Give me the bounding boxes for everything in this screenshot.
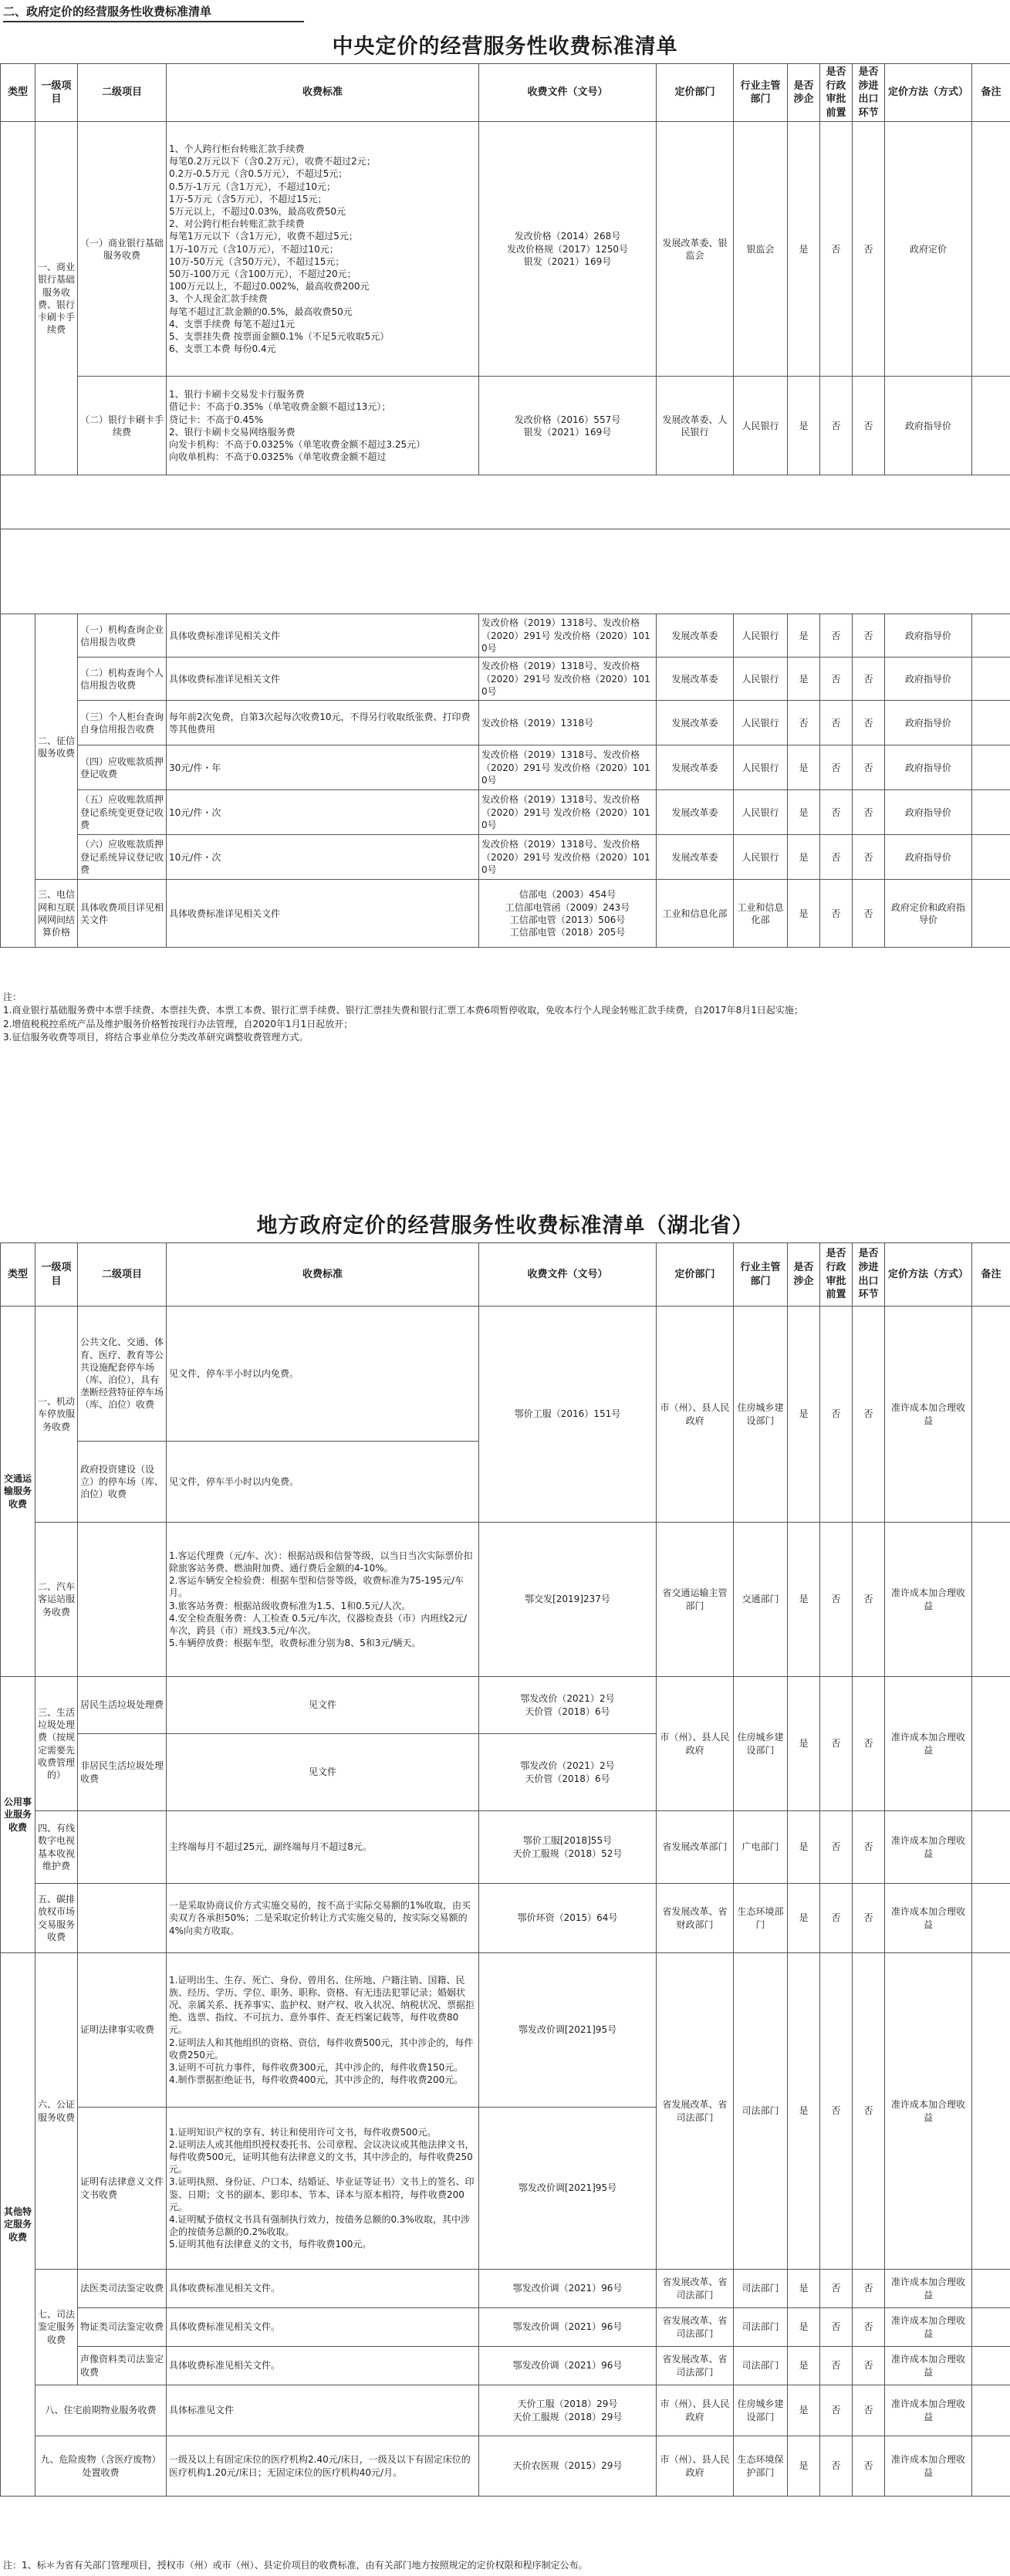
remark-cell: [972, 2347, 1010, 2385]
table-row: [1, 1677, 1010, 1734]
dept-cell: 市（州）、县人民政府: [657, 2436, 734, 2497]
central-table: [0, 63, 1010, 948]
doc-cell: 鄂价工服[2018]55号 天价工服规（2018）52号: [479, 1811, 657, 1884]
industry-cell: 人民银行: [734, 835, 788, 880]
enterprise-cell: 是: [788, 2347, 820, 2385]
type-cell: 其他特定服务收费: [1, 1953, 35, 2497]
level2-cell: 证明有法律意义文件文书收费: [78, 2108, 167, 2270]
level1-cell: 三、电信网和互联网网间结算价格: [35, 880, 78, 948]
standard-cell: 10元/件・次: [167, 835, 479, 880]
remark-cell: [972, 2270, 1010, 2308]
enterprise-cell: 是: [788, 614, 820, 658]
table-row: [1, 701, 1010, 745]
import-cell: 否: [853, 790, 885, 835]
import-cell: 否: [853, 745, 885, 790]
header-industry: 行业主管部门: [734, 1243, 788, 1307]
approval-cell: 否: [820, 2347, 853, 2385]
import-cell: 否: [853, 1884, 885, 1953]
industry-cell: 住房城乡建设部门: [734, 2385, 788, 2436]
table-row: [1, 2347, 1010, 2385]
header-standard: 收费标准: [167, 64, 479, 122]
approval-cell: 否: [820, 701, 853, 745]
industry-cell: 生态环境部门: [734, 1884, 788, 1953]
enterprise-cell: 是: [788, 1523, 820, 1677]
level1-cell: 六、公证服务收费: [35, 1953, 78, 2270]
dept-cell: 市（州）、县人民政府: [657, 1307, 734, 1523]
standard-cell: 见文件: [167, 1734, 479, 1811]
import-cell: 否: [853, 2308, 885, 2347]
dept-cell: 市（州）、县人民政府: [657, 1677, 734, 1811]
import-cell: 否: [853, 614, 885, 658]
header-type: 类型: [1, 64, 35, 122]
method-cell: 准许成本加合理收益: [885, 2270, 972, 2308]
table-row: [1, 790, 1010, 835]
doc-cell: 鄂发改价（2021）2号 天价管（2018）6号: [479, 1734, 657, 1811]
dept-cell: 工业和信息化部: [657, 880, 734, 948]
approval-cell: 否: [820, 2308, 853, 2347]
enterprise-cell: 是: [788, 1677, 820, 1811]
dept-cell: 发展改革委: [657, 614, 734, 658]
dept-cell: 发展改革委、银监会: [657, 122, 734, 377]
remark-cell: [972, 2385, 1010, 2436]
dept-cell: 发展改革委: [657, 701, 734, 745]
table-row: [1, 122, 1010, 377]
section-heading: 二、政府定价的经营服务性收费标准清单: [3, 3, 304, 22]
doc-cell: 鄂发改价调[2021]95号: [479, 2108, 657, 2270]
industry-cell: 住房城乡建设部门: [734, 1307, 788, 1523]
method-cell: 政府指导价: [885, 835, 972, 880]
standard-cell: 见文件: [167, 1677, 479, 1734]
standard-cell: 一级及以上有固定床位的医疗机构2.40元/床日，一级及以下有固定床位的医疗机构1.20元/床日；无固定床位的医疗机构40元/月。: [167, 2436, 479, 2497]
level2-cell: 法医类司法鉴定收费: [78, 2270, 167, 2308]
dept-cell: 发展改革委: [657, 835, 734, 880]
level1-cell: 四、有线数字电视基本收视维护费: [35, 1811, 78, 1884]
industry-cell: 广电部门: [734, 1811, 788, 1884]
doc-cell: 发改价格（2019）1318号、发改价格（2020）291号 发改价格（2020）1010号: [479, 790, 657, 835]
header-approval: 是否行政审批前置: [820, 64, 853, 122]
level2-cell: 证明法律事实收费: [78, 1953, 167, 2108]
dept-cell: 发展改革委: [657, 658, 734, 701]
remark-cell: [972, 2308, 1010, 2347]
standard-cell: 一是采取协商议价方式实施交易的，按不高于实际交易额的1%收取，由买卖双方各承担50%；二是采取定价转让方式实施交易的，按实际交易额的4%向卖方收取。: [167, 1884, 479, 1953]
level2-cell: 声像资料类司法鉴定收费: [78, 2347, 167, 2385]
level1-cell: 七、司法鉴定服务收费: [35, 2270, 78, 2385]
remark-cell: [972, 122, 1010, 377]
header-doc: 收费文件（文号）: [479, 1243, 657, 1307]
level2-cell: [78, 1811, 167, 1884]
level1-cell: 一、机动车停放服务收费: [35, 1307, 78, 1523]
method-cell: 准许成本加合理收益: [885, 2385, 972, 2436]
enterprise-cell: 是: [788, 377, 820, 475]
level1-cell: 一、商业银行基础服务收费、银行卡刷卡手续费: [35, 122, 78, 475]
doc-cell: 天价农医规（2015）29号: [479, 2436, 657, 2497]
industry-cell: 银监会: [734, 122, 788, 377]
note-line: 注：: [3, 992, 22, 1002]
table-row: [1, 377, 1010, 475]
doc-cell: 信部电（2003）454号 工信部电管函（2009）243号 工信部电管（2013）506号 工信部电管（2018）205号: [479, 880, 657, 948]
import-cell: 否: [853, 880, 885, 948]
enterprise-cell: 否: [788, 701, 820, 745]
remark-cell: [972, 1523, 1010, 1677]
approval-cell: 否: [820, 1811, 853, 1884]
header-import: 是否涉进出口环节: [853, 64, 885, 122]
note-line: 1.商业银行基础服务费中本票手续费、本票挂失费、本票工本费、银行汇票手续费、银行汇票挂失费和银行汇票工本费6项暂停收取，免收本行个人现金转账汇款手续费，自2017年8月1日起实施；: [3, 1005, 803, 1016]
method-cell: 政府指导价: [885, 790, 972, 835]
level2-cell: （二）银行卡刷卡手续费: [78, 377, 167, 475]
industry-cell: 人民银行: [734, 377, 788, 475]
approval-cell: 否: [820, 1307, 853, 1523]
enterprise-cell: 是: [788, 1884, 820, 1953]
industry-cell: 人民银行: [734, 745, 788, 790]
doc-cell: 发改价格（2019）1318号、发改价格（2020）291号 发改价格（2020）1010号: [479, 614, 657, 658]
table-row: [1, 1811, 1010, 1884]
local-header-row: [1, 1243, 1010, 1307]
enterprise-cell: 是: [788, 790, 820, 835]
dept-cell: 发展改革委: [657, 745, 734, 790]
doc-cell: 发改价格（2014）268号 发改价格规（2017）1250号 银发（2021）169号: [479, 122, 657, 377]
standard-cell: 30元/件・年: [167, 745, 479, 790]
doc-cell: 发改价格（2019）1318号、发改价格（2020）291号 发改价格（2020）1010号: [479, 745, 657, 790]
header-standard: 收费标准: [167, 1243, 479, 1307]
standard-cell: 具体收费标准见相关文件。: [167, 2308, 479, 2347]
remark-cell: [972, 745, 1010, 790]
import-cell: 否: [853, 377, 885, 475]
header-dept: 定价部门: [657, 1243, 734, 1307]
dept-cell: 市（州）、县人民政府: [657, 2385, 734, 2436]
level2-cell: （四）应收账款质押登记收费: [78, 745, 167, 790]
method-cell: 准许成本加合理收益: [885, 2308, 972, 2347]
standard-cell: 1、银行卡刷卡交易发卡行服务费 借记卡：不高于0.35%（单笔收费金额不超过13元）； 贷记卡：不高于0.45% 2、银行卡刷卡交易网络服务费 向发卡机构：不高于0.0325%（单笔收费金额不超过3.25元） 向收单机构：不高于0.0325%（单笔收费金额不超过: [167, 377, 479, 475]
method-cell: 准许成本加合理收益: [885, 1307, 972, 1523]
enterprise-cell: 是: [788, 122, 820, 377]
standard-cell: 10元/件・次: [167, 790, 479, 835]
method-cell: 政府指导价: [885, 377, 972, 475]
level2-cell: （五）应收账款质押登记系统变更登记收费: [78, 790, 167, 835]
approval-cell: 否: [820, 2436, 853, 2497]
approval-cell: 否: [820, 880, 853, 948]
doc-cell: 鄂发改价调（2021）96号: [479, 2270, 657, 2308]
approval-cell: 否: [820, 658, 853, 701]
remark-cell: [972, 1953, 1010, 2270]
remark-cell: [972, 658, 1010, 701]
doc-cell: 天价工服（2018）29号 天价工服规（2018）29号: [479, 2385, 657, 2436]
remark-cell: [972, 2436, 1010, 2497]
level2-cell: 政府投资建设（设立）的停车场（库、泊位）收费: [78, 1442, 167, 1523]
dept-cell: 省发展改革、省司法部门: [657, 2270, 734, 2308]
dept-cell: 省发展改革、省司法部门: [657, 1953, 734, 2270]
level2-cell: 居民生活垃圾处理费: [78, 1677, 167, 1734]
note-line: 2.增值税税控系统产品及维护服务价格暂按现行办法管理，自2020年1月1日起放开；: [3, 1018, 353, 1029]
industry-cell: 住房城乡建设部门: [734, 1677, 788, 1811]
doc-cell: 鄂发改价（2021）2号 天价管（2018）6号: [479, 1677, 657, 1734]
import-cell: 否: [853, 1523, 885, 1677]
table-row: [1, 1307, 1010, 1442]
doc-cell: 鄂发改价调（2021）96号: [479, 2347, 657, 2385]
remark-cell: [972, 701, 1010, 745]
approval-cell: 否: [820, 1953, 853, 2270]
standard-cell: 具体收费标准见相关文件。: [167, 2347, 479, 2385]
import-cell: 否: [853, 2270, 885, 2308]
industry-cell: 司法部门: [734, 2347, 788, 2385]
level2-cell: 非居民生活垃圾处理收费: [78, 1734, 167, 1811]
enterprise-cell: 是: [788, 835, 820, 880]
table-row: [1, 2308, 1010, 2347]
method-cell: 准许成本加合理收益: [885, 1523, 972, 1677]
standard-cell: 具体标准见文件: [167, 2385, 479, 2436]
header-remark: 备注: [972, 1243, 1010, 1307]
table-row: [1, 658, 1010, 701]
dept-cell: 省发展改革部门: [657, 1811, 734, 1884]
import-cell: 否: [853, 835, 885, 880]
table-row: [1, 1884, 1010, 1953]
level2-cell: （六）应收账款质押登记系统异议登记收费: [78, 835, 167, 880]
local-table: [0, 1242, 1010, 2497]
header-level2: 二级项目: [78, 64, 167, 122]
standard-cell: 1.证明出生、生存、死亡、身份、曾用名、住所地、户籍注销、国籍、民族、经历、学历、学位、职务、职称、资格、有无违法犯罪记录；婚姻状况、亲属关系、抚养事实、监护权、财产权、收入状况、纳税状况、票据拒绝、选票、指纹、不可抗力、意外事件、查无档案记载等，每件收费80元。 2.证明法人和其他组织的资格、资信，每件收费500元，其中涉企的，每件收费250元。 3.证明不可抗力事件，每件收费300元，其中涉企的，每件收费150元。 4.制作票据拒绝证书，每件收费400元，其中涉企的，每件收费200元。: [167, 1953, 479, 2108]
doc-cell: 鄂交发[2019]237号: [479, 1523, 657, 1677]
method-cell: 政府定价: [885, 122, 972, 377]
import-cell: 否: [853, 1307, 885, 1523]
method-cell: 政府指导价: [885, 701, 972, 745]
doc-cell: 鄂发改价调[2021]95号: [479, 1953, 657, 2108]
import-cell: 否: [853, 2385, 885, 2436]
import-cell: 否: [853, 1953, 885, 2270]
industry-cell: 生态环境保护部门: [734, 2436, 788, 2497]
header-enterprise: 是否涉企: [788, 64, 820, 122]
standard-cell: 每年前2次免费，自第3次起每次收费10元，不得另行收取纸张费、打印费等其他费用: [167, 701, 479, 745]
approval-cell: 否: [820, 1523, 853, 1677]
header-method: 定价方法（方式）: [885, 64, 972, 122]
standard-cell: 具体收费标准见相关文件。: [167, 2270, 479, 2308]
type-cell: [1, 614, 35, 948]
enterprise-cell: 是: [788, 2436, 820, 2497]
method-cell: 政府指导价: [885, 614, 972, 658]
method-cell: 政府指导价: [885, 745, 972, 790]
level1-cell: 二、征信服务收费: [35, 614, 78, 880]
remark-cell: [972, 790, 1010, 835]
import-cell: 否: [853, 658, 885, 701]
doc-cell: 发改价格（2019）1318号、发改价格（2020）291号 发改价格（2020）1010号: [479, 658, 657, 701]
standard-cell: 见文件，停车半小时以内免费。: [167, 1307, 479, 1442]
level1-cell: 九、危险废物（含医疗废物）处置收费: [35, 2436, 167, 2497]
header-approval: 是否行政审批前置: [820, 1243, 853, 1307]
standard-cell: 具体收费标准详见相关文件: [167, 614, 479, 658]
enterprise-cell: 是: [788, 2308, 820, 2347]
method-cell: 政府指导价: [885, 658, 972, 701]
table-row: [1, 880, 1010, 948]
doc-cell: 发改价格（2019）1318号、发改价格（2020）291号 发改价格（2020）1010号: [479, 835, 657, 880]
level1-cell: 八、住宅前期物业服务收费: [35, 2385, 167, 2436]
approval-cell: 否: [820, 835, 853, 880]
dept-cell: 省交通运输主管部门: [657, 1523, 734, 1677]
standard-cell: 主终端每月不超过25元，副终端每月不超过8元。: [167, 1811, 479, 1884]
method-cell: 准许成本加合理收益: [885, 1953, 972, 2270]
remark-cell: [972, 377, 1010, 475]
method-cell: 准许成本加合理收益: [885, 2347, 972, 2385]
enterprise-cell: 是: [788, 1307, 820, 1523]
dept-cell: 发展改革委、人民银行: [657, 377, 734, 475]
standard-cell: 具体收费标准详见相关文件: [167, 880, 479, 948]
import-cell: 否: [853, 2347, 885, 2385]
remark-cell: [972, 1677, 1010, 1811]
level2-cell: 具体收费项目详见相关文件: [78, 880, 167, 948]
approval-cell: 否: [820, 122, 853, 377]
header-type: 类型: [1, 1243, 35, 1307]
industry-cell: 司法部门: [734, 1953, 788, 2270]
header-level1: 一级项目: [35, 64, 78, 122]
method-cell: 准许成本加合理收益: [885, 2436, 972, 2497]
level2-cell: （二）机构查询个人信用报告收费: [78, 658, 167, 701]
standard-cell: 1、个人跨行柜台转账汇款手续费 每笔0.2万元以下（含0.2万元），收费不超过2元； 0.2万-0.5万元（含0.5万元），不超过5元； 0.5万-1万元（含1万元），不超过10元； 1万-5万元（含5万元），不超过15元； 5万元以上，不超过0.03%，最高收费50元 2、对公跨行柜台转账汇款手续费 每笔1万元以下（含1万元），收费不超过5元； 1万-10万元（含10万元），不超过10元； 10万-50万元（含50万元），不超过15元； 50万-100万元（含100万元），不超过20元； 100万元以上，不超过0.002%，最高收费200元 3、个人现金汇款手续费 每笔不超过汇款金额的0.5%，最高收费50元 4、支票手续费 每笔不超过1元 5、支票挂失费 按票面金额0.1%（不足5元收取5元） 6、支票工本费 每份0.4元: [167, 122, 479, 377]
doc-cell: 发改价格（2016）557号 银发（2021）169号: [479, 377, 657, 475]
doc-cell: 发改价格（2019）1318号: [479, 701, 657, 745]
type-cell: [1, 122, 35, 475]
table-row: [1, 614, 1010, 658]
standard-cell: 见文件，停车半小时以内免费。: [167, 1442, 479, 1523]
level2-cell: [78, 1884, 167, 1953]
industry-cell: 人民银行: [734, 790, 788, 835]
remark-cell: [972, 835, 1010, 880]
import-cell: 否: [853, 701, 885, 745]
standard-cell: 具体收费标准详见相关文件: [167, 658, 479, 701]
enterprise-cell: 是: [788, 658, 820, 701]
header-level1: 一级项目: [35, 1243, 78, 1307]
approval-cell: 否: [820, 2385, 853, 2436]
dept-cell: 发展改革委: [657, 790, 734, 835]
enterprise-cell: 是: [788, 880, 820, 948]
table-row: [1, 745, 1010, 790]
enterprise-cell: 是: [788, 2270, 820, 2308]
remark-cell: [972, 1884, 1010, 1953]
approval-cell: 否: [820, 1884, 853, 1953]
spacer-row: [1, 529, 1010, 614]
doc-cell: 鄂发改价调（2021）96号: [479, 2308, 657, 2347]
table-row: [1, 2436, 1010, 2497]
approval-cell: 否: [820, 377, 853, 475]
table-row: [1, 1523, 1010, 1677]
dept-cell: 省发展改革、省财政部门: [657, 1884, 734, 1953]
level1-cell: 五、碳排放权市场交易服务收费: [35, 1884, 78, 1953]
level2-cell: （一）机构查询企业信用报告收费: [78, 614, 167, 658]
remark-cell: [972, 614, 1010, 658]
spacer-row: [1, 475, 1010, 529]
table-row: [1, 835, 1010, 880]
level1-cell: 二、汽车客运站服务收费: [35, 1523, 78, 1677]
import-cell: 否: [853, 2436, 885, 2497]
approval-cell: 否: [820, 2270, 853, 2308]
central-title: 中央定价的经营服务性收费标准清单: [332, 35, 678, 59]
header-doc: 收费文件（文号）: [479, 64, 657, 122]
enterprise-cell: 是: [788, 2385, 820, 2436]
doc-cell: 鄂价工服（2016）151号: [479, 1307, 657, 1523]
table-row: [1, 2385, 1010, 2436]
dept-cell: 省发展改革、省司法部门: [657, 2308, 734, 2347]
approval-cell: 否: [820, 745, 853, 790]
method-cell: 准许成本加合理收益: [885, 1677, 972, 1811]
table-row: [1, 2270, 1010, 2308]
central-header-row: [1, 64, 1010, 122]
local-title: 地方政府定价的经营服务性收费标准清单（湖北省）: [256, 1214, 754, 1238]
remark-cell: [972, 1811, 1010, 1884]
import-cell: 否: [853, 1677, 885, 1811]
import-cell: 否: [853, 1811, 885, 1884]
industry-cell: 工业和信息化部: [734, 880, 788, 948]
industry-cell: 交通部门: [734, 1523, 788, 1677]
standard-cell: 1.证明知识产权的享有、转让和使用许可文书，每件收费500元。 2.证明法人或其他组织授权委托书、公司章程、会议决议或其他法律文书，每件收费500元，证明其他有法律意义的文书，其中涉企的，每件收费250元。 3.证明执照、身份证、户口本、结婚证、毕业证等证书）文书上的签名、印鉴、日期；文书的副本、影印本、节本、译本与原本相符，每件收费200元。 4.证明赋予债权文书具有强制执行效力，按债务总额的0.3%收取，其中涉企的按债务总额的0.2%收取。 5.证明其他有法律意义的文书，每件收费100元。: [167, 2108, 479, 2270]
import-cell: 否: [853, 122, 885, 377]
standard-cell: 1.客运代理费（元/车、次）：根据站级和信誉等级，以当日当次实际票价扣除旅客站务费、燃油附加费、通行费后金额的4-10%。 2.客运车辆安全检验费：根据车型和信誉等级，收费标准为75-195元/车月。 3.旅客站务费：根据站级收费标准为1.5、1和0.5元/人次。 4.安全检查服务费：人工检查 0.5元/车次，仪器检查县（市）内班线2元/车次，跨县（市）班线3.5元/车次。 5.车辆停放费：根据车型，收费标准分别为8、5和3元/辆天。: [167, 1523, 479, 1677]
note-line: 3.征信服务收费等项目，将结合事业单位分类改革研究调整收费管理方式。: [3, 1032, 309, 1043]
central-notes: [3, 991, 1006, 1045]
level1-cell: 三、生活垃圾处理费（按规定需要先收费管理的）: [35, 1677, 78, 1811]
level2-cell: 公共文化、交通、体育、医疗、教育等公共设施配套停车场（库、泊位），具有垄断经营特征停车场（库、泊位）收费: [78, 1307, 167, 1442]
level2-cell: （三）个人柜台查询自身信用报告收费: [78, 701, 167, 745]
doc-cell: 鄂价环资（2015）64号: [479, 1884, 657, 1953]
header-import: 是否涉进出口环节: [853, 1243, 885, 1307]
approval-cell: 否: [820, 1677, 853, 1811]
approval-cell: 否: [820, 790, 853, 835]
industry-cell: 人民银行: [734, 701, 788, 745]
method-cell: 准许成本加合理收益: [885, 1811, 972, 1884]
level2-cell: [78, 1523, 167, 1677]
enterprise-cell: 是: [788, 1953, 820, 2270]
header-level2: 二级项目: [78, 1243, 167, 1307]
industry-cell: 人民银行: [734, 614, 788, 658]
type-cell: 公用事业服务收费: [1, 1677, 35, 1953]
industry-cell: 人民银行: [734, 658, 788, 701]
enterprise-cell: 是: [788, 1811, 820, 1884]
table-row: [1, 1953, 1010, 2108]
approval-cell: 否: [820, 614, 853, 658]
header-remark: 备注: [972, 64, 1010, 122]
type-cell: 交通运输服务收费: [1, 1307, 35, 1677]
remark-cell: [972, 1307, 1010, 1523]
method-cell: 准许成本加合理收益: [885, 1884, 972, 1953]
industry-cell: 司法部门: [734, 2270, 788, 2308]
enterprise-cell: 是: [788, 745, 820, 790]
level2-cell: （一）商业银行基础服务收费: [78, 122, 167, 377]
header-industry: 行业主管部门: [734, 64, 788, 122]
header-method: 定价方法（方式）: [885, 1243, 972, 1307]
local-note: 注：1、标＊为省有关部门管理项目，授权市（州）或市（州）、县定价项目的收费标准，由有关部门地方按照规定的定价权限和程序制定公布。: [3, 2560, 588, 2571]
remark-cell: [972, 880, 1010, 948]
level2-cell: 物证类司法鉴定收费: [78, 2308, 167, 2347]
header-dept: 定价部门: [657, 64, 734, 122]
dept-cell: 省发展改革、省司法部门: [657, 2347, 734, 2385]
header-enterprise: 是否涉企: [788, 1243, 820, 1307]
industry-cell: 司法部门: [734, 2308, 788, 2347]
method-cell: 政府定价和政府指导价: [885, 880, 972, 948]
